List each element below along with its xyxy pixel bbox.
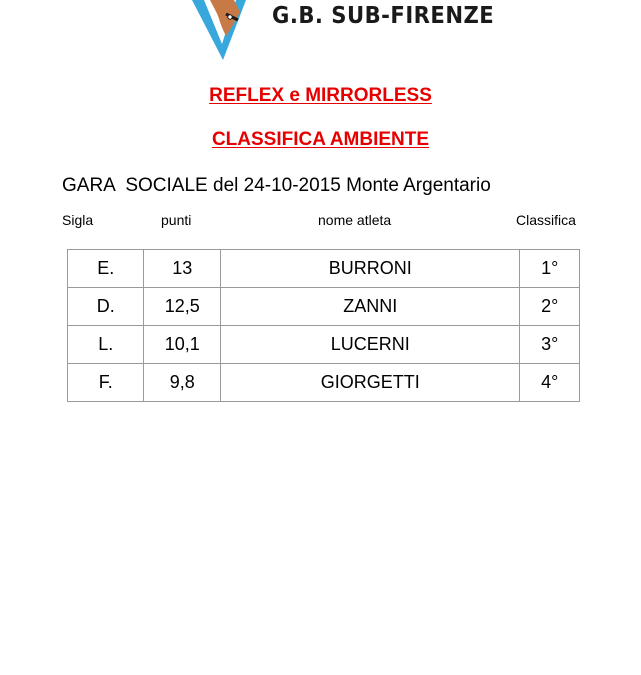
- cell-punti: 10,1: [144, 326, 221, 364]
- cell-punti: 9,8: [144, 364, 221, 402]
- column-header-sigla: Sigla: [62, 212, 94, 228]
- table-row: [68, 326, 580, 364]
- cell-sigla: L.: [68, 326, 144, 364]
- cell-classifica: 2°: [520, 288, 580, 326]
- cell-classifica: 1°: [520, 250, 580, 288]
- cell-punti: 12,5: [144, 288, 221, 326]
- cell-sigla: D.: [68, 288, 144, 326]
- cell-classifica: 4°: [520, 364, 580, 402]
- cell-classifica: 3°: [520, 326, 580, 364]
- category-title: REFLEX e MIRRORLESS: [209, 85, 432, 106]
- column-header-nome: nome atleta: [318, 212, 392, 228]
- club-logo: [190, 0, 272, 62]
- cell-sigla: F.: [68, 364, 144, 402]
- column-header-classifica: Classifica: [516, 212, 576, 228]
- column-header-punti: punti: [161, 212, 192, 228]
- cell-nome: ZANNI: [221, 288, 520, 326]
- results-table: [67, 249, 580, 402]
- cell-sigla: E.: [68, 250, 144, 288]
- ranking-title: CLASSIFICA AMBIENTE: [211, 129, 430, 150]
- table-row: [68, 288, 580, 326]
- table-row: [68, 250, 580, 288]
- club-name: G.B. SUB-FIRENZE: [272, 3, 495, 29]
- event-title: GARA SOCIALE del 24-10-2015 Monte Argentario: [62, 175, 491, 196]
- cell-nome: LUCERNI: [221, 326, 520, 364]
- cell-nome: BURRONI: [221, 250, 520, 288]
- table-row: [68, 364, 580, 402]
- cell-nome: GIORGETTI: [221, 364, 520, 402]
- cell-punti: 13: [144, 250, 221, 288]
